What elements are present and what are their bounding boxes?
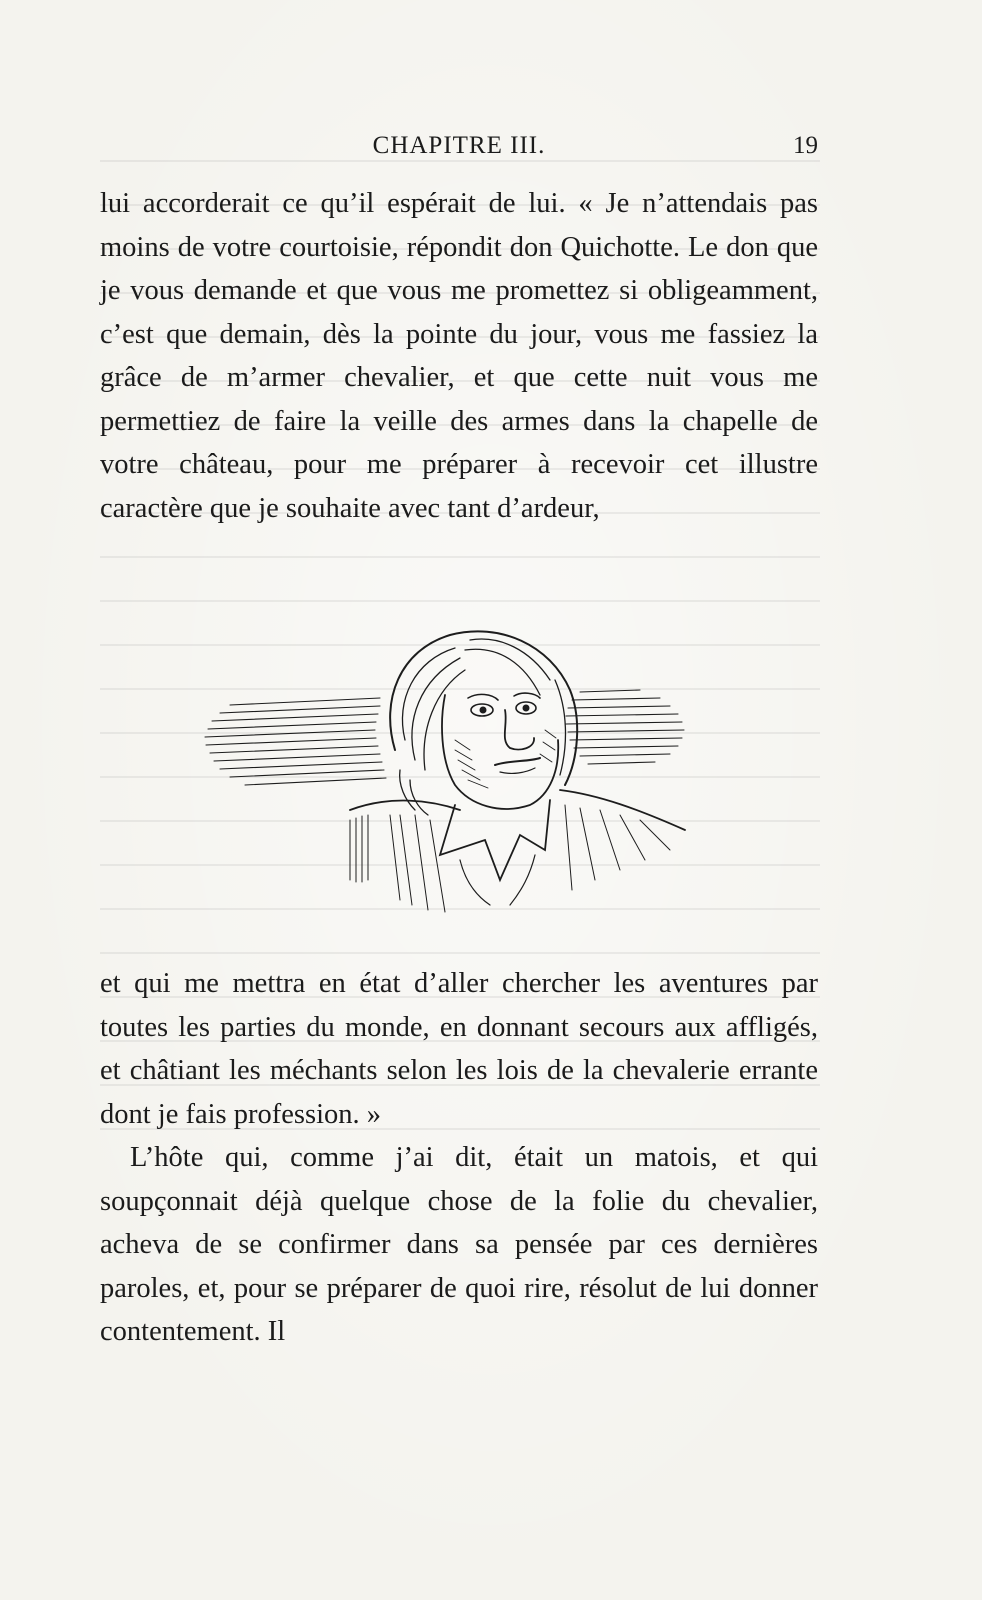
paragraph: et qui me mettra en état d’aller chercher les aventures par toutes les parties du monde, en donnant secours aux affligés, et châtiant les méchants selon les lois de la chevalerie errante dont je fais profession. » [100, 968, 818, 1130]
mouth [495, 758, 540, 765]
collar [440, 800, 550, 880]
paragraph: L’hôte qui, comme j’ai dit, était un matois, et qui soupçonnait déjà quelque chose de la folie du chevalier, acheva de se confirmer dans sa pensée par ces dernières paroles, et, pour se préparer de quoi rire, résolut de lui donner contentement. Il [100, 1142, 818, 1347]
text-block-top [100, 182, 818, 530]
right-hatching [566, 690, 684, 764]
nose [505, 710, 534, 750]
hair-strands [400, 639, 566, 815]
shoulders [350, 790, 685, 830]
face-outline [442, 695, 558, 809]
portrait-illustration-icon [200, 610, 700, 920]
paragraph: lui accorderait ce qu’il espérait de lui. « Je n’attendais pas moins de votre courtoisie, répondit don Quichotte. Le don que je vous demande et que vous me promettez si obligeamment, c’est que demain, dès la pointe du jour, vous me fassiez la grâce de m’armer chevalier, et que cette nuit vous me permettiez de faire la veille des armes dans la chapelle de votre château, pour me préparer à recevoir cet illustre caractère que je souhaite avec tant d’ardeur, [100, 188, 818, 524]
text-block-bottom [100, 962, 818, 1354]
left-hatching [205, 698, 386, 785]
page-number: 19 [793, 132, 818, 159]
page-header [100, 132, 818, 166]
running-head: CHAPITRE III. [372, 132, 546, 159]
